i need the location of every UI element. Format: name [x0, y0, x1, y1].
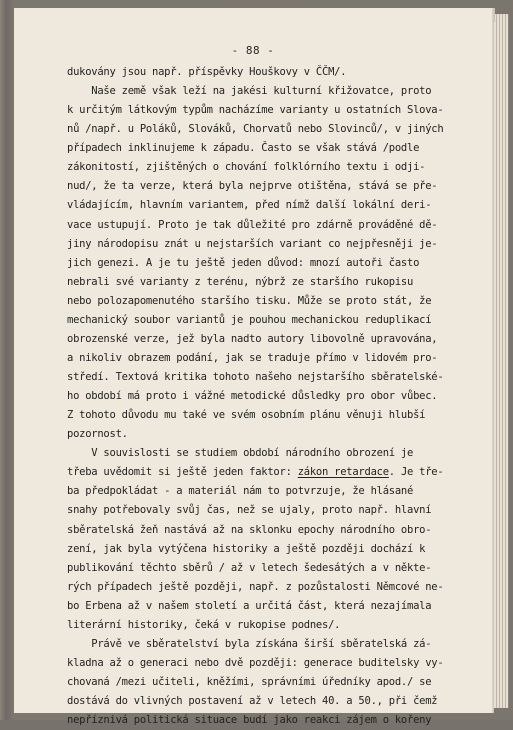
text-segment: . Je tře-	[388, 466, 444, 479]
typed-text-block	[67, 63, 487, 730]
text-line: vace ustupují. Proto je tak důležité pro zdárně prováděné dě-	[67, 218, 438, 231]
text-line	[67, 463, 487, 482]
text-line: nebo polozapomenutého staršího tisku. Může se proto stát, že	[67, 294, 432, 307]
text-line: jich genezi. A je tu ještě jeden důvod: mnozí autoři často	[67, 256, 420, 269]
text-line: kladna až o generaci nebo dvě později: generace buditelsky vy-	[67, 656, 444, 669]
text-line: případech inklinujeme k západu. Často se však stává /podle	[67, 142, 420, 155]
text-line: vládajícím, hlavním variantem, před nímž další lokální deri-	[67, 199, 432, 212]
text-line: zení, jak byla vytýčena historiky a ještě později dochází k	[67, 542, 426, 555]
text-line: obrozenské verze, jež byla nadto autory libovolně upravována,	[67, 332, 438, 345]
underlined-term: zákon retardace	[297, 466, 389, 479]
text-line: snahy potřebovaly svůj čas, než se ujaly, proto např. hlavní	[67, 504, 432, 517]
text-line: zákonitostí, zjištěných o chování folklórního textu i odji-	[67, 161, 426, 174]
text-line: nud/, že ta verze, která byla nejprve otištěna, stává se pře-	[67, 180, 438, 193]
text-line: sběratelská žeň nastává až na sklonku epochy národního obro-	[67, 523, 432, 536]
text-line: středí. Textová kritika tohoto našeho nejstaršího sběratelské-	[67, 371, 444, 383]
text-line: k určitým látkovým typům nacházíme varianty u ostatních Slova-	[67, 104, 444, 117]
text-line: Naše země však leží na jakési kulturní křižovatce, proto	[67, 85, 432, 98]
text-line: ho období má proto i vážné metodické důsledky pro obor vůbec.	[67, 390, 438, 403]
text-line: V souvislosti se studiem období národního obrození je	[67, 447, 414, 460]
text-line: literární historiky, čeká v rukopise podnes/.	[67, 618, 341, 631]
text-line: a nikoliv obrazem podání, jak se traduje přímo v lidovém pro-	[67, 351, 438, 364]
text-line: dostává do vlivných postavení až v letech 40. a 50., při čemž	[67, 695, 438, 708]
text-line: chovaná /mezi učiteli, kněžími, správními úředníky apod./ se	[67, 676, 432, 688]
page-number: - 88 -	[231, 44, 275, 57]
text-line: nepříznivá politická situace budí jako reakci zájem o kořeny	[67, 714, 432, 727]
text-segment: třeba uvědomit si ještě jeden faktor:	[67, 466, 298, 479]
text-line: nů /např. u Poláků, Slováků, Chorvatů nebo Slovinců/, v jiných	[67, 123, 444, 136]
text-line: dukovány jsou např. příspěvky Houškovy v ČČM/.	[67, 66, 347, 78]
text-line: Právě ve sběratelství byla získána širší sběratelská zá-	[67, 637, 432, 650]
text-line: jiny národopisu znát u nejstarších variant co nejpřesněji je-	[67, 237, 438, 250]
text-line: bo Erbena až v našem století a určitá část, která nezajímala	[67, 599, 432, 612]
text-line: Z tohoto důvodu mu také ve svém osobním plánu věnuji hlubší	[67, 409, 426, 422]
page-edge-stack	[494, 14, 509, 708]
text-line: nebrali své varianty z terénu, nýbrž ze staršího rukopisu	[67, 275, 414, 288]
text-line: rých případech ještě později, např. z pozůstalosti Němcové ne-	[67, 580, 444, 593]
text-line: mechanický soubor variantů je pouhou mechanickou reduplikací	[67, 313, 432, 326]
text-line: pozornost.	[67, 428, 128, 441]
text-line: ba předpokládat - a materiál nám to potvrzuje, že hlásané	[67, 485, 414, 498]
text-line: publikování těchto sběrů / až v letech šedesátých a v někte-	[67, 561, 432, 574]
